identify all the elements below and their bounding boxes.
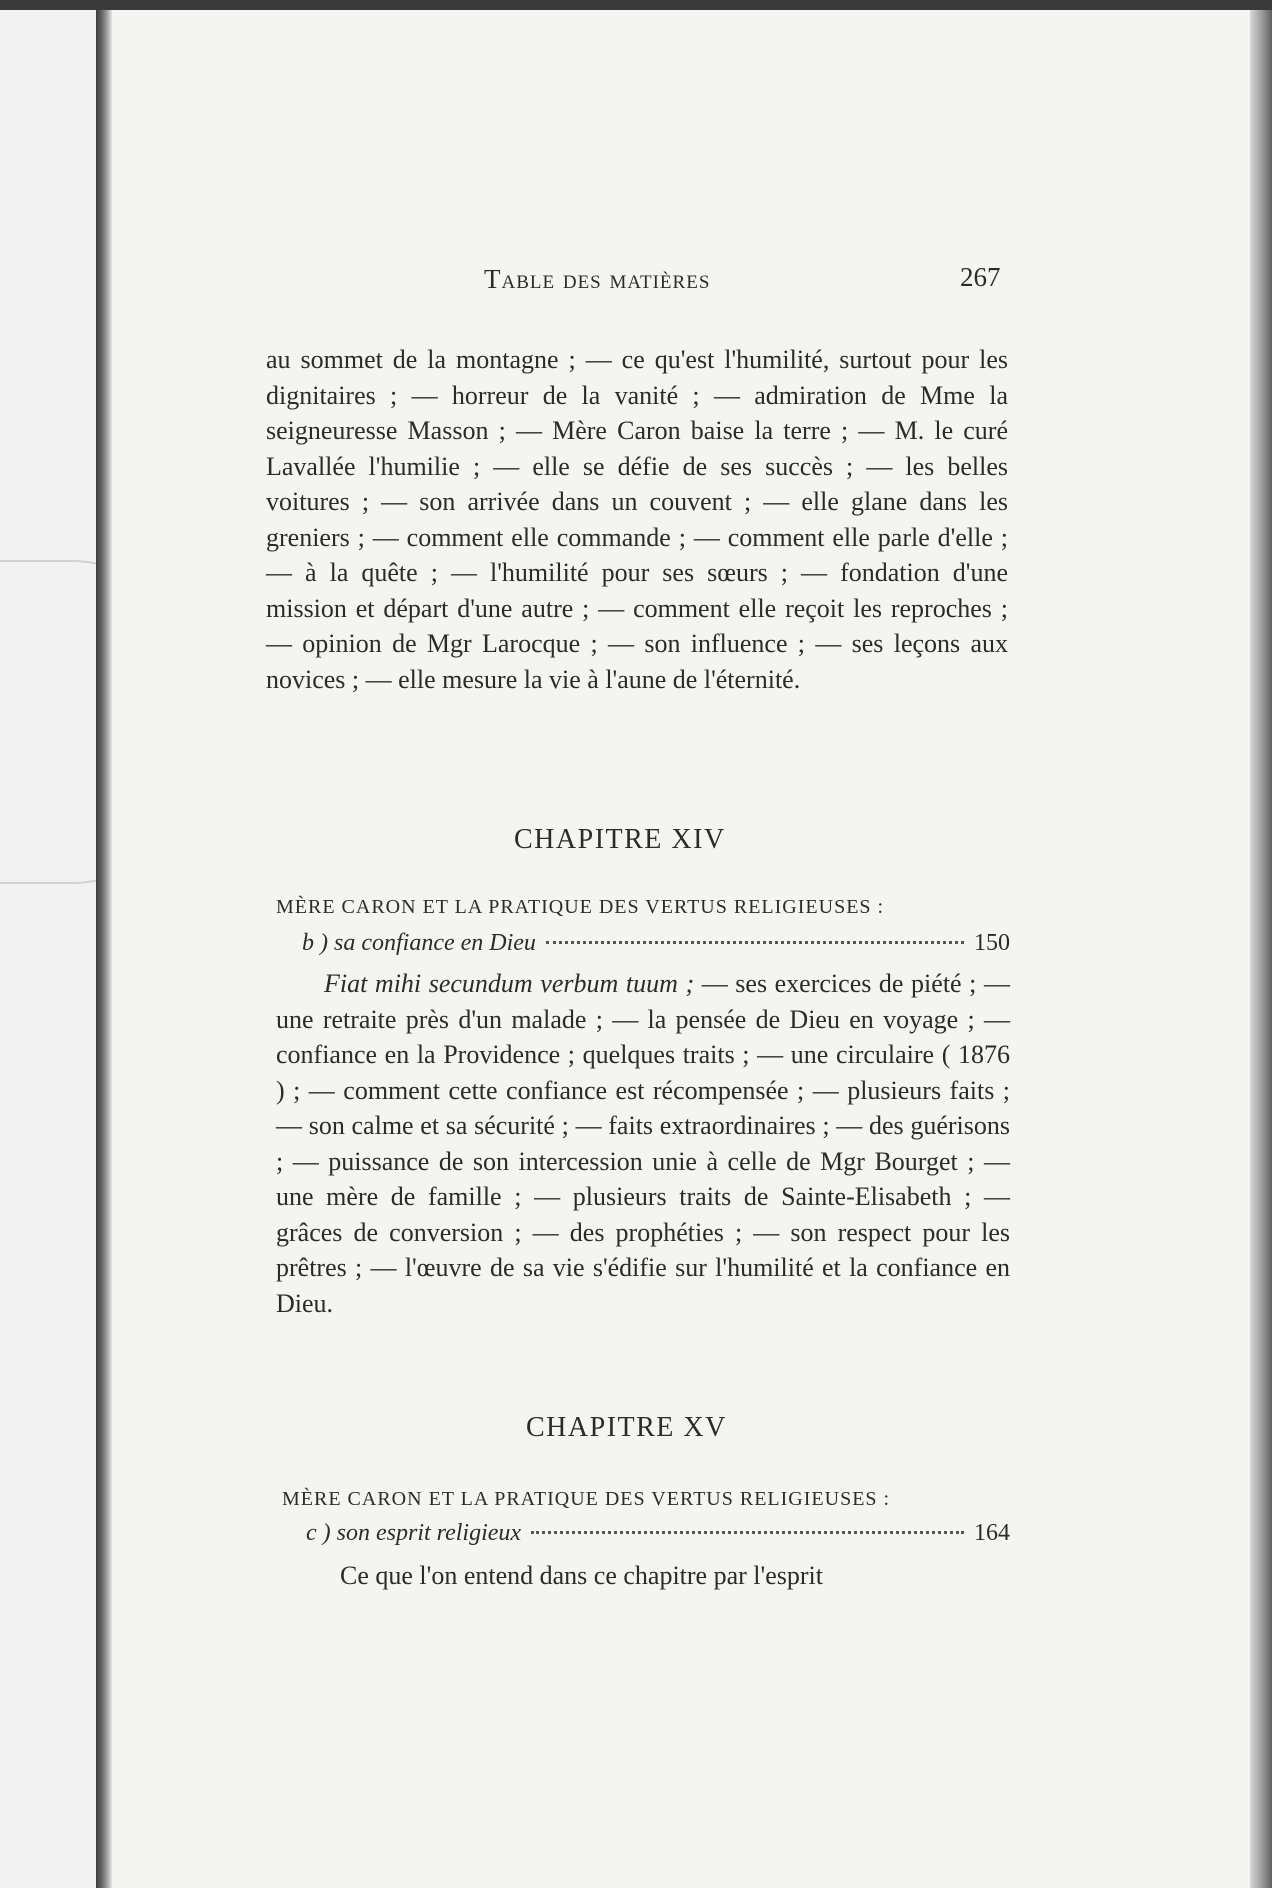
chapter-14-summary (276, 966, 1010, 1321)
page-right-edge (1250, 10, 1272, 1888)
chapter-15-summary: Ce que l'on entend dans ce chapitre par l'esprit (340, 1561, 823, 1590)
facing-page-edge (0, 10, 96, 1888)
chapter-14-section-title: MÈRE CARON ET LA PRATIQUE DES VERTUS RELIGIEUSES : (276, 896, 885, 918)
chapter-14-latin-quote: Fiat mihi secundum verbum tuum ; (324, 969, 695, 998)
book-spine-shadow (96, 10, 112, 1888)
leader-dots (531, 1531, 964, 1534)
paragraph-continued: au sommet de la montagne ; — ce qu'est l'humilité, surtout pour les dignitaires ; — horreur de la vanité ; — admiration de Mme la seigneuresse Masson ; — Mère Caron baise la terre ; — M. le curé Lavallée l'humilie ; — elle se défie de ses succès ; — les belles voitures ; — son arrivée dans un couvent ; — elle glane dans les greniers ; — comment elle commande ; — comment elle parle d'elle ; — à la quête ; — l'humilité pour ses sœurs ; — fondation d'une mission et départ d'une autre ; — comment elle reçoit les reproches ; — opinion de Mgr Larocque ; — son influence ; — ses leçons aux novices ; — elle mesure la vie à l'aune de l'éternité. (266, 345, 1008, 694)
chapter-14-entry-page: 150 (974, 930, 1010, 956)
chapter-15-entry-page: 164 (974, 1520, 1010, 1546)
chapter-14-heading: CHAPITRE XIV (514, 824, 726, 855)
chapter-15-section-title: MÈRE CARON ET LA PRATIQUE DES VERTUS RELIGIEUSES : (282, 1488, 891, 1510)
running-head: Table des matières (484, 264, 711, 294)
chapter-15-heading: CHAPITRE XV (526, 1412, 727, 1443)
chapter-14-entry (302, 930, 1010, 957)
chapter-14-summary-text: — ses exercices de piété ; — une retraite près d'un malade ; — la pensée de Dieu en voyage ; — confiance en la Providence ; quelques traits ; — une circulaire ( 1876 ) ; — comment cette confiance est récompensée ; — plusieurs faits ; — son calme et sa sécurité ; — faits extraordinaires ; — des guérisons ; — puissance de son intercession unie à celle de Mgr Bourget ; — une mère de famille ; — plusieurs traits de Sainte-Elisabeth ; — grâces de conversion ; — des prophéties ; — son respect pour les prêtres ; — l'œuvre de sa vie s'édifie sur l'humilité et la confiance en Dieu. (276, 969, 1010, 1318)
leader-dots (546, 941, 964, 944)
page-number: 267 (960, 262, 1001, 292)
chapter-15-entry-label: c ) son esprit religieux (306, 1520, 522, 1546)
scan-top-border (0, 0, 1272, 10)
chapter-14-entry-label: b ) sa confiance en Dieu (302, 930, 536, 956)
chapter-15-entry (306, 1520, 1010, 1547)
